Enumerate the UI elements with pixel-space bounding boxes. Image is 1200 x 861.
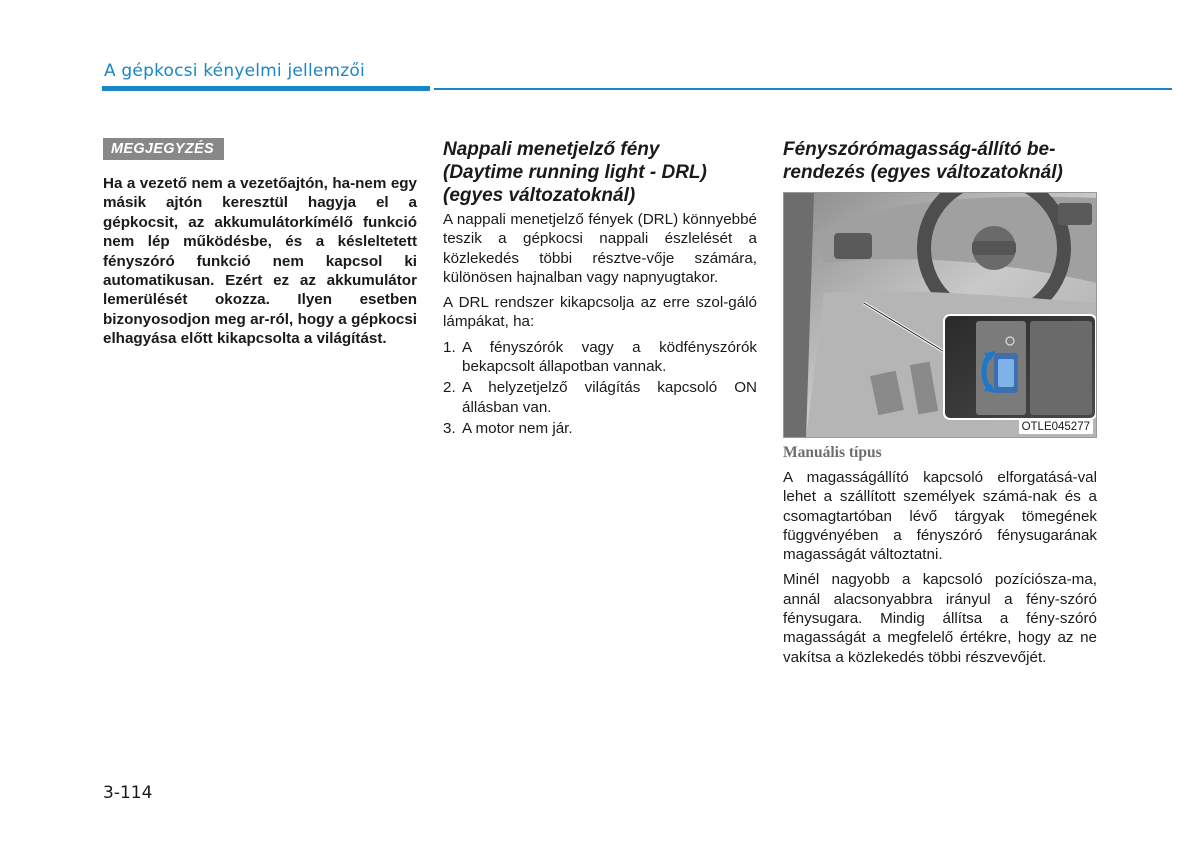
page-number: 3-114	[103, 783, 153, 803]
leveling-paragraph-1: A magasságállító kapcsoló elforgatásá-val lehet a szállított személyek számá-nak és a csomagtartóban lévő tárgyak tömegének függvényében a fényszóró fénysugarának magasságát változtatni.	[783, 469, 1097, 564]
note-column	[103, 138, 417, 364]
list-item	[443, 378, 757, 417]
header-rule-thick	[102, 86, 430, 91]
page-header-title: A gépkocsi kényelmi jellemzői	[104, 61, 365, 81]
leveling-title-line2: rendezés (egyes változatoknál)	[783, 162, 1063, 183]
leveling-title	[783, 138, 1097, 184]
leveling-paragraph-2: Minél nagyobb a kapcsoló pozíciósza-ma, annál alacsonyabbra irányul a fény-szóró fénysugara. Mindig állítsa a fény-szóró magasságát a megfelelő értékre, hogy az ne vakítsa a közlekedés többi részvevőjét.	[783, 571, 1097, 666]
list-item-number: 2.	[443, 379, 456, 397]
drl-condition-list	[443, 338, 757, 438]
drl-title	[443, 138, 757, 207]
leveling-column	[783, 138, 1097, 667]
dashboard-photo	[783, 192, 1097, 438]
list-item-number: 3.	[443, 419, 456, 437]
list-item-number: 1.	[443, 338, 456, 356]
header-rule-thin	[434, 88, 1172, 90]
drl-paragraph-1: A nappali menetjelző fények (DRL) könnyebbé teszik a gépkocsi nappali észlelését a közlekedés többi résztve-vője számára, különösen hajnalban vagy napnyugtakor.	[443, 211, 757, 286]
drl-title-line3: (egyes változatoknál)	[443, 185, 636, 206]
list-item-text: A helyzetjelző világítás kapcsoló ON állásban van.	[462, 379, 757, 416]
list-item	[443, 338, 757, 377]
figure-code-label: OTLE045277	[1019, 420, 1093, 434]
drl-title-line1: Nappali menetjelző fény	[443, 139, 660, 160]
dashboard-illustration	[784, 193, 1097, 438]
list-item-text: A motor nem jár.	[462, 419, 573, 437]
drl-paragraph-2: A DRL rendszer kikapcsolja az erre szol-gáló lámpákat, ha:	[443, 294, 757, 331]
drl-column	[443, 138, 757, 440]
list-item	[443, 419, 757, 438]
leveling-subheading: Manuális típus	[783, 444, 882, 461]
leveling-title-line1: Fényszórómagasság-állító be-	[783, 139, 1056, 160]
note-badge: MEGJEGYZÉS	[103, 138, 224, 160]
drl-title-line2: (Daytime running light - DRL)	[443, 162, 707, 183]
note-text: Ha a vezető nem a vezetőajtón, ha-nem egy másik ajtón keresztül hagyja el a gépkocsit, az akkumulátorkímélő funkció nem lép működésbe, és a késleltetett fényszóró funkció nem kapcsol ki automatikusan. Ezért ez az akkumulátor lemerülését okozza. Ilyen esetben bizonyosodjon meg ar-ról, hogy a gépkocsi elhagyása előtt kikapcsolta a világítást.	[103, 175, 417, 348]
list-item-text: A fényszórók vagy a ködfényszórók bekapcsolt állapotban vannak.	[462, 338, 757, 376]
